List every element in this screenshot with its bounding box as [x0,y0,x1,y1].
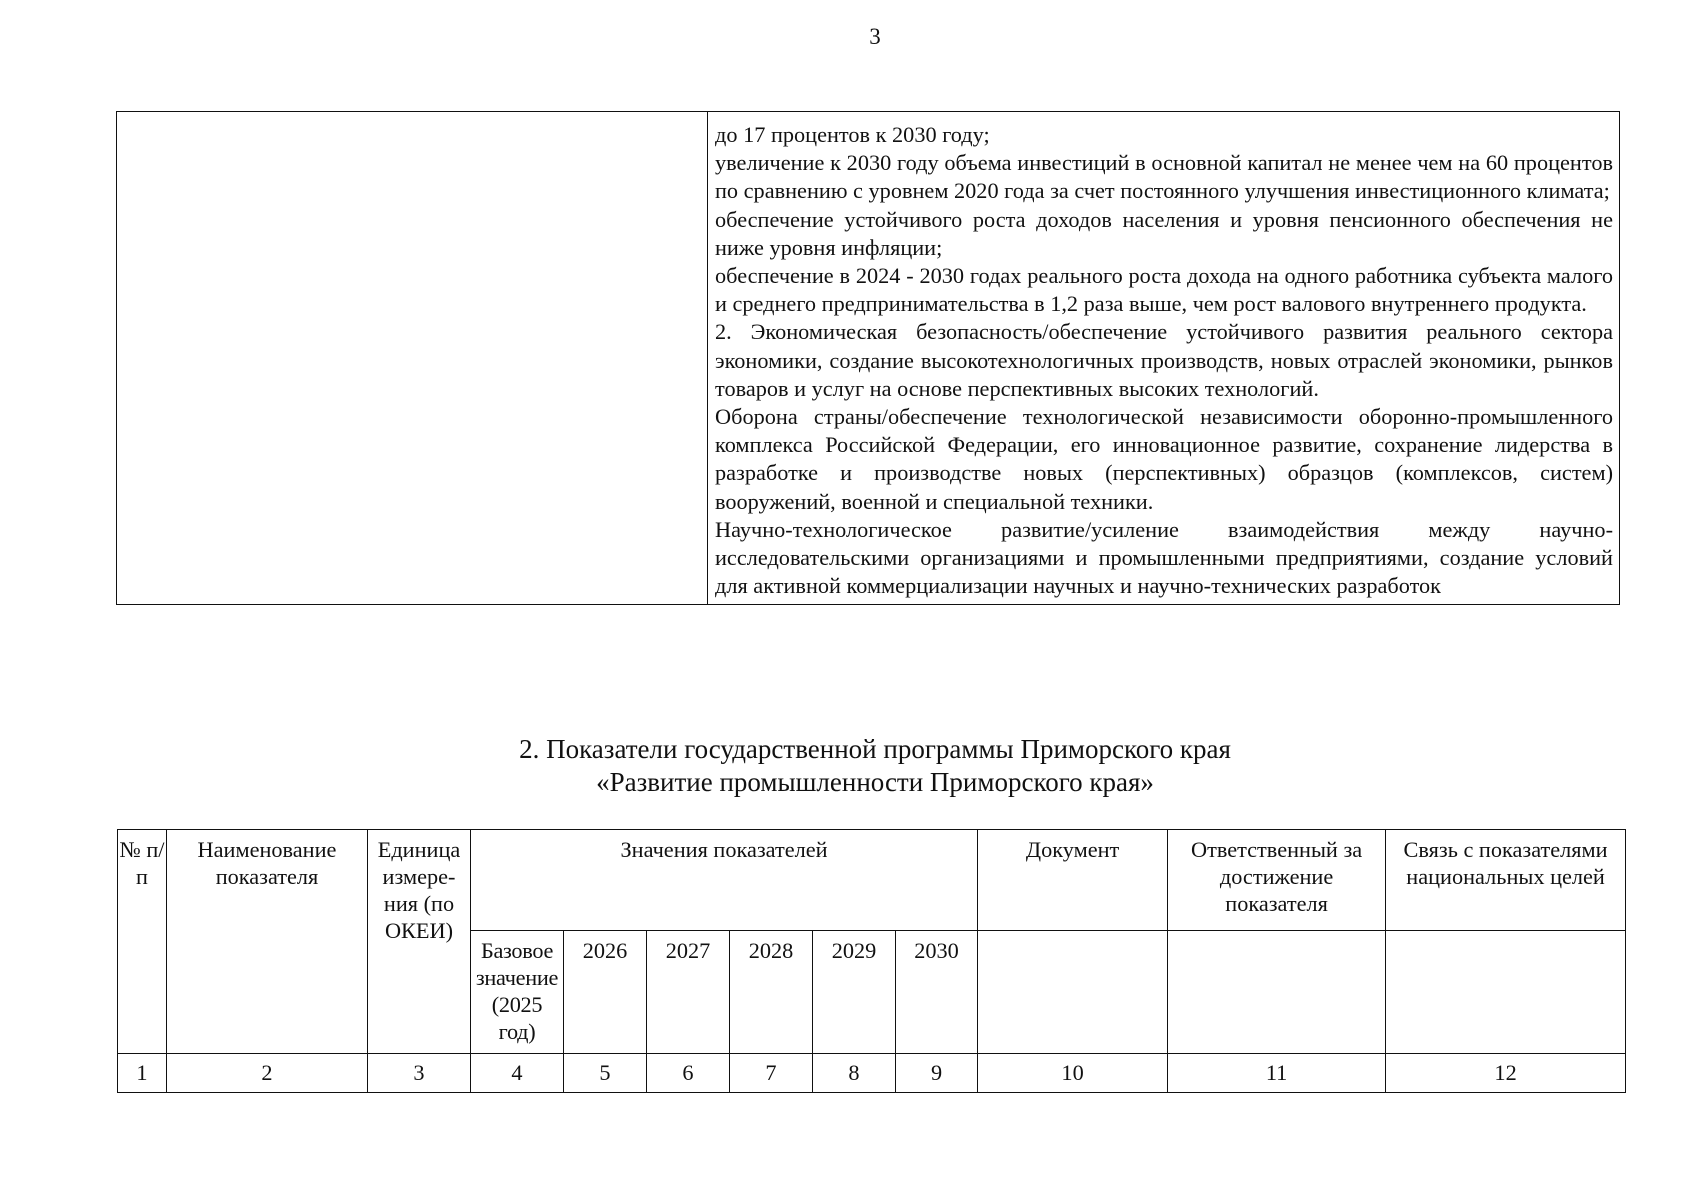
goals-paragraph: 2. Экономическая безопасность/обеспечение устойчивого развития реального сектора экономики, создание высокотехнологичных производств, новых отраслей экономики, рынков товаров и услуг на основе перспективных высоких технологий. [715,319,1613,401]
goals-paragraph: обеспечение устойчивого роста доходов населения и уровня пенсионного обеспечения не ниже уровня инфляции; [715,206,1613,260]
column-numbers-row [118,1054,1626,1093]
header-national-goals: Связь с показателями национальных целей [1386,830,1626,931]
page-number: 3 [869,24,881,49]
header-row [118,830,1626,931]
header-year-2029: 2029 [813,931,896,1054]
column-number: 10 [978,1054,1168,1093]
column-number: 6 [647,1054,730,1093]
header-base-value: Базовое значение (2025 год) [471,931,564,1054]
column-number: 3 [368,1054,471,1093]
column-number: 12 [1386,1054,1626,1093]
empty-left-cell [117,112,708,605]
header-year-2030: 2030 [896,931,978,1054]
header-responsible: Ответственный за достижение показателя [1168,830,1386,931]
column-number: 5 [564,1054,647,1093]
column-number: 1 [118,1054,167,1093]
section-title-line1: 2. Показатели государственной программы Приморского края [519,734,1231,764]
column-number: 4 [471,1054,564,1093]
goals-paragraph: увеличение к 2030 году объема инвестиций в основной капитал не менее чем на 60 процентов по сравнению с уровнем 2020 года за счет постоянного улучшения инвестиционного климата; [715,150,1613,204]
header-year-2028: 2028 [730,931,813,1054]
goals-paragraph: Оборона страны/обеспечение технологической независимости оборонно-промышленного комплекса Российской Федерации, его инновационное развитие, сохранение лидерства в разработке и производстве новых (перспективных) образцов (комплексов, систем) вооружений, военной и специальной техники. [715,404,1613,514]
section-title [0,733,1698,799]
header-values: Значения показателей [471,830,978,931]
goals-paragraph: до 17 процентов к 2030 году; [715,122,990,147]
header-name: Наименование показателя [167,830,368,1054]
column-number: 9 [896,1054,978,1093]
section-title-line2: «Развитие промышленности Приморского края» [596,767,1154,797]
empty-cell [1168,931,1386,1054]
column-number: 11 [1168,1054,1386,1093]
column-number: 8 [813,1054,896,1093]
continuation-table [116,111,1620,605]
header-year-2027: 2027 [647,931,730,1054]
empty-cell [978,931,1168,1054]
indicators-table [117,829,1626,1093]
header-unit: Единица измере-ния (по ОКЕИ) [368,830,471,1054]
goals-cell [708,112,1620,605]
column-number: 2 [167,1054,368,1093]
header-document: Документ [978,830,1168,931]
header-year-2026: 2026 [564,931,647,1054]
column-number: 7 [730,1054,813,1093]
goals-paragraph: Научно-технологическое развитие/усиление взаимодействия между научно-исследовательскими организациями и промышленными предприятиями, создание условий для активной коммерциализации научных и научно-технических разработок [715,516,1613,599]
goals-paragraph: обеспечение в 2024 - 2030 годах реального роста дохода на одного работника субъекта малого и среднего предпринимательства в 1,2 раза выше, чем рост валового внутреннего продукта. [715,263,1613,317]
empty-cell [1386,931,1626,1054]
header-num: № п/п [118,830,167,1054]
table-row [117,112,1620,605]
goals-text [708,112,1619,604]
